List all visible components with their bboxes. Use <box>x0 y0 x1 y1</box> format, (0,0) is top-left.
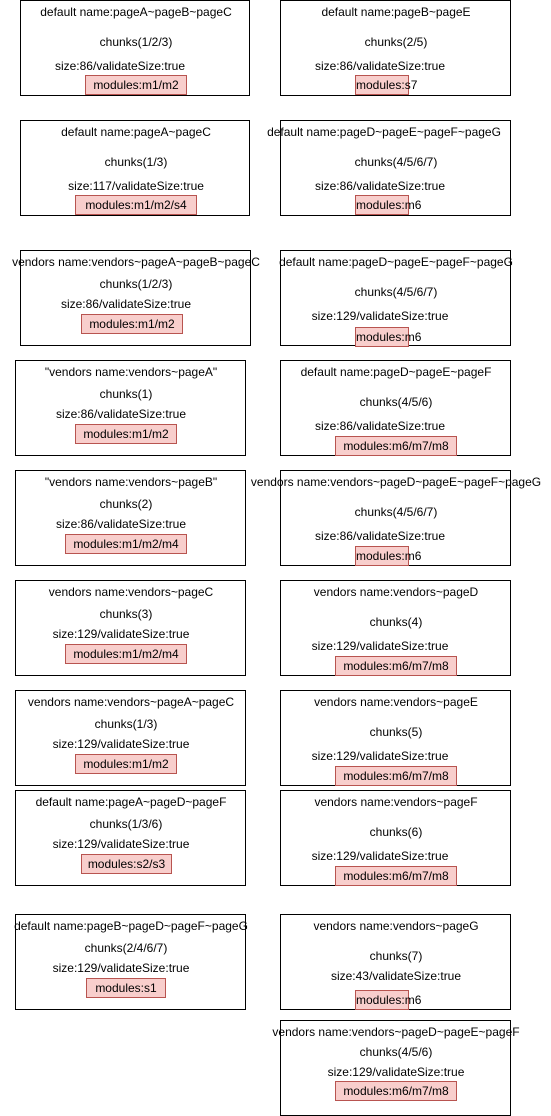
chunk-card <box>15 914 246 1010</box>
card-size: size:86/validateSize:true <box>314 179 446 193</box>
card-title: vendors name:vendors~pageD~pageE~pageF~pageG <box>250 475 542 489</box>
card-size: size:86/validateSize:true <box>55 517 187 531</box>
chunk-card <box>20 0 250 96</box>
card-size: size:117/validateSize:true <box>68 179 204 193</box>
modules-label: modules:m6 <box>355 327 409 347</box>
card-size: size:129/validateSize:true <box>52 737 190 751</box>
card-size: size:86/validateSize:true <box>314 59 446 73</box>
chunk-card <box>15 690 246 786</box>
card-chunks: chunks(1/2/3) <box>99 277 173 291</box>
chunk-card <box>280 914 511 1010</box>
chunk-card <box>280 690 511 786</box>
card-size: size:129/validateSize:true <box>311 309 449 323</box>
modules-label: modules:m6/m7/m8 <box>335 866 457 886</box>
modules-label: modules:m6/m7/m8 <box>335 656 457 676</box>
chunk-card <box>15 360 246 456</box>
card-size: size:86/validateSize:true <box>54 59 186 73</box>
card-chunks: chunks(3) <box>99 607 153 621</box>
card-chunks: chunks(2/5) <box>364 35 428 49</box>
card-chunks: chunks(4/5/6/7) <box>354 155 438 169</box>
modules-label: modules:m1/m2 <box>75 754 177 774</box>
card-title: default name:pageD~pageE~pageF~pageG <box>279 255 513 269</box>
chunk-card <box>280 790 511 886</box>
card-title: vendors name:vendors~pageG <box>313 919 479 933</box>
chunk-card <box>280 580 511 676</box>
card-title: vendors name:vendors~pageF <box>314 795 478 809</box>
chunk-card <box>20 120 250 216</box>
card-size: size:129/validateSize:true <box>327 1065 465 1079</box>
card-title: vendors name:vendors~pageC <box>48 585 214 599</box>
chunk-card <box>12 250 260 346</box>
modules-label: modules:m1/m2 <box>75 424 177 444</box>
card-size: size:129/validateSize:true <box>311 849 449 863</box>
chunk-card <box>280 360 511 456</box>
card-title: vendors name:vendors~pageD <box>313 585 479 599</box>
modules-label: modules:s2/s3 <box>81 854 172 874</box>
card-chunks: chunks(1) <box>99 387 153 401</box>
card-chunks: chunks(4) <box>369 615 423 629</box>
modules-label: modules:m1/m2/s4 <box>75 195 197 215</box>
card-title: default name:pageB~pageD~pageF~pageG <box>14 919 248 933</box>
card-title: default name:pageA~pageB~pageC <box>40 5 232 19</box>
card-title: default name:pageB~pageE <box>321 5 471 19</box>
card-title: default name:pageA~pageC <box>61 125 211 139</box>
modules-label: modules:m1/m2/m4 <box>65 534 187 554</box>
card-chunks: chunks(4/5/6/7) <box>354 285 438 299</box>
card-title: vendors name:vendors~pageA~pageC <box>27 695 235 709</box>
card-chunks: chunks(1/3) <box>94 717 158 731</box>
card-title: vendors name:vendors~pageA~pageB~pageC <box>12 255 260 269</box>
modules-label: modules:m1/m2 <box>85 75 187 95</box>
card-size: size:129/validateSize:true <box>52 627 190 641</box>
modules-label: modules:m6 <box>355 546 409 566</box>
modules-label: modules:m6/m7/m8 <box>335 436 457 456</box>
chunk-card <box>15 790 246 886</box>
chunk-card <box>15 580 246 676</box>
modules-label: modules:m1/m2/m4 <box>65 644 187 664</box>
card-title: "vendors name:vendors~pageA" <box>44 365 218 379</box>
modules-label: modules:m6 <box>355 195 409 215</box>
card-title: vendors name:vendors~pageE <box>314 695 478 709</box>
card-title: default name:pageD~pageE~pageF <box>300 365 492 379</box>
card-size: size:129/validateSize:true <box>311 639 449 653</box>
chunk-card <box>280 250 511 346</box>
modules-label: modules:m6/m7/m8 <box>335 1081 457 1101</box>
chunk-card <box>272 1020 520 1116</box>
card-chunks: chunks(4/5/6) <box>359 395 433 409</box>
chunk-card <box>15 470 246 566</box>
card-size: size:86/validateSize:true <box>60 297 192 311</box>
card-chunks: chunks(1/2/3) <box>99 35 173 49</box>
card-size: size:129/validateSize:true <box>52 837 190 851</box>
card-title: default name:pageA~pageD~pageF <box>35 795 227 809</box>
card-size: size:129/validateSize:true <box>52 961 190 975</box>
modules-label: modules:m6 <box>355 990 409 1010</box>
card-size: size:86/validateSize:true <box>55 407 187 421</box>
card-chunks: chunks(6) <box>369 825 423 839</box>
card-chunks: chunks(2) <box>99 497 153 511</box>
card-chunks: chunks(5) <box>369 725 423 739</box>
card-title: default name:pageD~pageE~pageF~pageG <box>267 125 501 139</box>
card-chunks: chunks(1/3) <box>104 155 168 169</box>
modules-label: modules:s7 <box>355 75 409 95</box>
card-size: size:129/validateSize:true <box>311 749 449 763</box>
chunk-card <box>280 0 511 96</box>
card-chunks: chunks(7) <box>369 949 423 963</box>
card-chunks: chunks(4/5/6) <box>359 1045 433 1059</box>
card-size: size:43/validateSize:true <box>330 969 462 983</box>
chunk-card <box>267 120 511 216</box>
card-title: vendors name:vendors~pageD~pageE~pageF <box>272 1025 520 1039</box>
card-chunks: chunks(2/4/6/7) <box>84 941 168 955</box>
modules-label: modules:s1 <box>86 978 166 998</box>
chunk-card <box>250 470 542 566</box>
card-chunks: chunks(4/5/6/7) <box>354 505 438 519</box>
card-size: size:86/validateSize:true <box>314 419 446 433</box>
modules-label: modules:m6/m7/m8 <box>335 766 457 786</box>
card-title: "vendors name:vendors~pageB" <box>44 475 218 489</box>
card-chunks: chunks(1/3/6) <box>89 817 163 831</box>
card-size: size:86/validateSize:true <box>314 529 446 543</box>
modules-label: modules:m1/m2 <box>81 314 183 334</box>
